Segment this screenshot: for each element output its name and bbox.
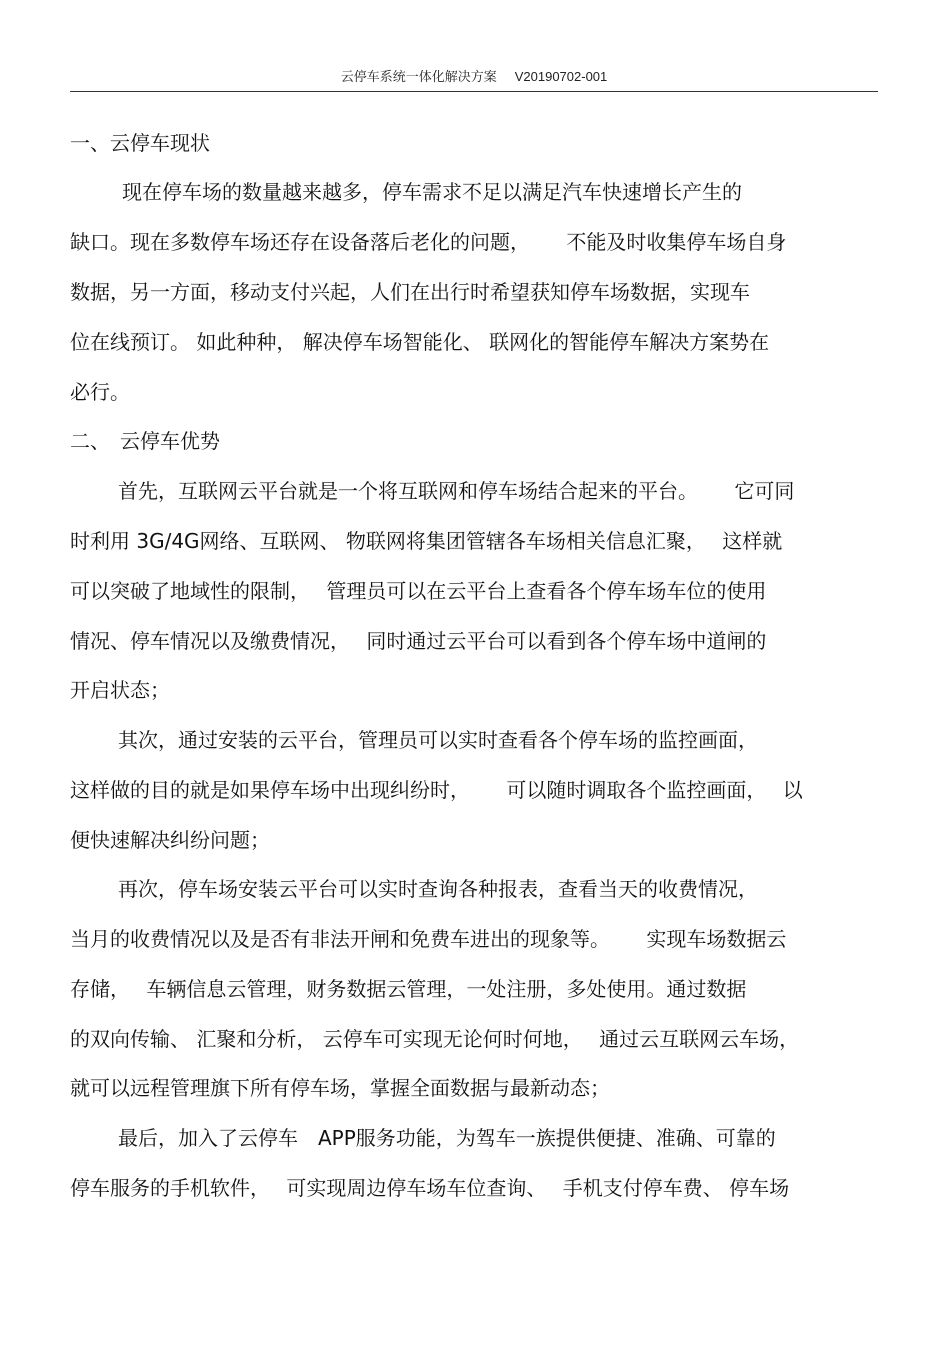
paragraph-line: 便快速解决纠纷问题；: [70, 828, 270, 852]
page-header: [70, 66, 878, 88]
paragraph-line: 开启状态；: [70, 678, 170, 702]
paragraph-line: 时利用 3G/4G网络、互联网、 物联网将集团管辖各车场相关信息汇聚， 这样就: [70, 529, 783, 553]
paragraph-line: 首先，互联网云平台就是一个将互联网和停车场结合起来的平台。 它可同: [118, 479, 795, 503]
paragraph-line: 停车服务的手机软件， 可实现周边停车场车位查询、 手机支付停车费、 停车场: [70, 1176, 790, 1200]
paragraph-line: 必行。: [70, 380, 130, 404]
header-rule: [70, 91, 878, 92]
paragraph-line: 其次，通过安装的云平台，管理员可以实时查看各个停车场的监控画面，: [118, 728, 758, 752]
paragraph-line: 可以突破了地域性的限制， 管理员可以在云平台上查看各个停车场车位的使用: [70, 579, 767, 603]
paragraph-line: 数据，另一方面，移动支付兴起，人们在出行时希望获知停车场数据，实现车: [70, 280, 750, 304]
paragraph-line: 的双向传输、 汇聚和分析， 云停车可实现无论何时何地， 通过云互联网云车场，: [70, 1027, 800, 1051]
paragraph-line: 位在线预订。 如此种种， 解决停车场智能化、 联网化的智能停车解决方案势在: [70, 330, 770, 354]
paragraph-line: 这样做的目的就是如果停车场中出现纠纷时， 可以随时调取各个监控画面， 以: [70, 778, 803, 802]
section-heading-1: 一、云停车现状: [70, 131, 210, 155]
paragraph-line: 当月的收费情况以及是否有非法开闸和免费车进出的现象等。 实现车场数据云: [70, 927, 787, 951]
header-version: V20190702-001: [514, 69, 608, 84]
paragraph-line: 情况、停车情况以及缴费情况， 同时通过云平台可以看到各个停车场中道闸的: [70, 629, 767, 653]
paragraph-line: 存储， 车辆信息云管理，财务数据云管理，一处注册，多处使用。通过数据: [70, 977, 747, 1001]
section-heading-2: 二、 云停车优势: [70, 429, 220, 453]
paragraph-line: 现在停车场的数量越来越多，停车需求不足以满足汽车快速增长产生的: [122, 180, 742, 204]
paragraph-line: 就可以远程管理旗下所有停车场，掌握全面数据与最新动态；: [70, 1076, 610, 1100]
paragraph-line: 再次，停车场安装云平台可以实时查询各种报表，查看当天的收费情况，: [118, 877, 758, 901]
header-title: 云停车系统一体化解决方案: [340, 70, 497, 85]
paragraph-line: 缺口。现在多数停车场还存在设备落后老化的问题， 不能及时收集停车场自身: [70, 230, 787, 254]
paragraph-line: 最后，加入了云停车 APP服务功能，为驾车一族提供便捷、准确、可靠的: [118, 1126, 776, 1150]
